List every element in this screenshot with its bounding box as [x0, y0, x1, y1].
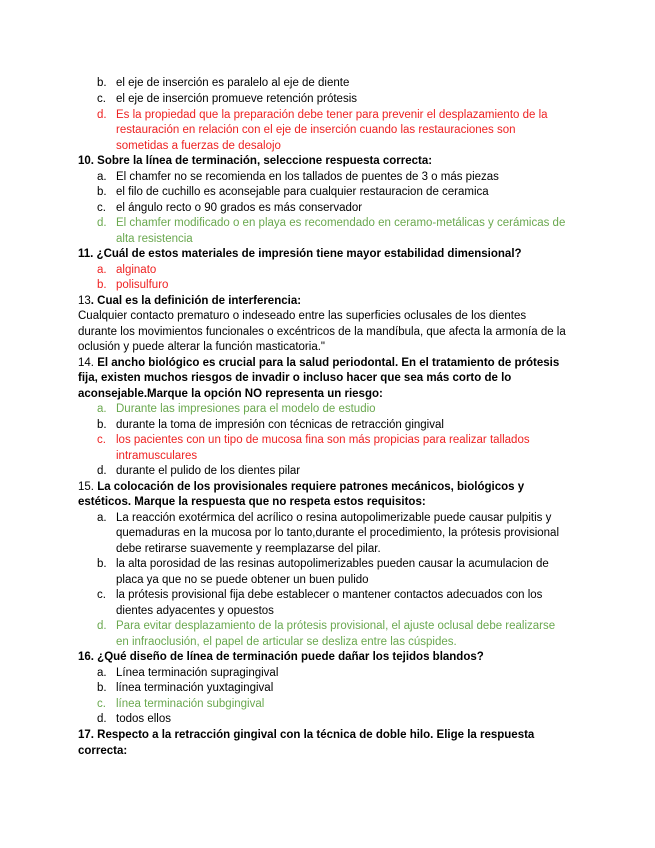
question-text: [78, 356, 559, 371]
option-text: Es la propiedad que la preparación debe tener para prevenir el desplazamiento de la: [116, 109, 548, 121]
option-text: los pacientes con un tipo de mucosa fina son más propicias para realizar tallados: [116, 434, 530, 446]
question-text: estéticos. Marque la respuesta que no respeta estos requisitos:: [78, 496, 426, 508]
option-marker: b.: [97, 682, 107, 694]
question-number: 15.: [78, 481, 98, 493]
option-text: Línea terminación supragingival: [116, 667, 279, 679]
option-marker: a.: [97, 171, 107, 183]
option-text: Para evitar desplazamiento de la prótesis provisional, el ajuste oclusal debe realizarse: [116, 620, 556, 632]
option-marker: a.: [97, 264, 107, 276]
option-marker: c.: [97, 434, 106, 446]
question-text: [78, 480, 524, 495]
option-text: placa ya que no se puede obtener un buen pulido: [116, 574, 369, 586]
option-text: restauración en relación con el eje de inserción cuando las restauraciones son: [116, 124, 516, 136]
option-text: alta resistencia: [116, 233, 193, 245]
option-text: debe retirarse suavemente y reemplazarse del pilar.: [116, 543, 381, 555]
option-text: sometidas a fuerzas de desalojo: [116, 140, 281, 152]
option-marker: b.: [97, 419, 107, 431]
option-marker: d.: [97, 620, 107, 632]
option-marker: d.: [97, 465, 107, 477]
option-text: Durante las impresiones para el modelo de estudio: [116, 403, 376, 415]
option-marker: d.: [97, 217, 107, 229]
option-text: la alta porosidad de las resinas autopolimerizables pueden causar la acumulacion de: [116, 558, 549, 570]
option-marker: c.: [97, 589, 106, 601]
option-text: polisulfuro: [116, 279, 169, 291]
option-text: línea terminación subgingival: [116, 698, 265, 710]
option-marker: b.: [97, 186, 107, 198]
question-text: aconsejable.Marque la opción NO representa un riesgo:: [78, 388, 383, 400]
option-text: dientes adyacentes y opuestos: [116, 605, 274, 617]
question-text: [78, 294, 301, 309]
paragraph-text: durante los movimientos funcionales o excéntricos de la mandíbula, que afecta la armonía de la: [78, 326, 566, 338]
option-text: El chamfer modificado o en playa es recomendado en ceramo-metálicas y cerámicas de: [116, 217, 566, 229]
option-text: el eje de inserción es paralelo al eje de diente: [116, 77, 350, 89]
option-text: La reacción exotérmica del acrílico o resina autopolimerizable puede causar pulpitis y: [116, 512, 552, 524]
option-marker: b.: [97, 77, 107, 89]
option-text: el ángulo recto o 90 grados es más conservador: [116, 202, 363, 214]
option-text: El chamfer no se recomienda en los tallados de puentes de 3 o más piezas: [116, 171, 499, 183]
option-marker: b.: [97, 279, 107, 291]
option-text: todos ellos: [116, 713, 171, 725]
option-text: alginato: [116, 264, 157, 276]
option-text: línea terminación yuxtagingival: [116, 682, 274, 694]
option-text: la prótesis provisional fija debe establecer o mantener contactos adecuados con los: [116, 589, 543, 601]
option-marker: a.: [97, 667, 107, 679]
option-marker: a.: [97, 512, 107, 524]
option-text: quemaduras en la mucosa por lo tanto,durante el procedimiento, la prótesis provisional: [116, 527, 560, 539]
question-text: 10. Sobre la línea de terminación, seleccione respuesta correcta:: [78, 155, 433, 167]
option-text: en infraoclusión, el papel de articular se desliza entre las cúspides.: [116, 636, 457, 648]
question-body: . Cual es la definición de interferencia:: [90, 295, 302, 307]
option-marker: c.: [97, 202, 106, 214]
question-text: correcta:: [78, 745, 128, 757]
option-marker: d.: [97, 109, 107, 121]
option-text: intramusculares: [116, 450, 198, 462]
option-marker: c.: [97, 93, 106, 105]
option-marker: c.: [97, 698, 106, 710]
option-marker: a.: [97, 403, 107, 415]
option-text: el eje de inserción promueve retención prótesis: [116, 93, 357, 105]
question-text: 16. ¿Qué diseño de línea de terminación puede dañar los tejidos blandos?: [78, 651, 484, 663]
option-marker: d.: [97, 713, 107, 725]
option-text: durante el pulido de los dientes pilar: [116, 465, 301, 477]
question-text: 11. ¿Cuál de estos materiales de impresión tiene mayor estabilidad dimensional?: [78, 248, 522, 260]
question-text: fija, existen muchos riesgos de invadir o incluso hacer que sea más corto de lo: [78, 372, 512, 384]
paragraph-text: oclusión y puede alterar la función masticatoria.": [78, 341, 325, 353]
option-text: el filo de cuchillo es aconsejable para cualquier restauracion de ceramica: [116, 186, 489, 198]
question-body: La colocación de los provisionales requiere patrones mecánicos, biológicos y: [97, 481, 525, 493]
question-number: 14.: [78, 357, 98, 369]
paragraph-text: Cualquier contacto prematuro o indeseado entre las superficies oclusales de los dientes: [78, 310, 527, 322]
option-text: durante la toma de impresión con técnicas de retracción gingival: [116, 419, 444, 431]
question-body: El ancho biológico es crucial para la salud periodontal. En el tratamiento de prótesis: [97, 357, 560, 369]
question-number: 13: [78, 295, 91, 307]
question-text: 17. Respecto a la retracción gingival con la técnica de doble hilo. Elige la respuesta: [78, 729, 535, 741]
option-marker: b.: [97, 558, 107, 570]
